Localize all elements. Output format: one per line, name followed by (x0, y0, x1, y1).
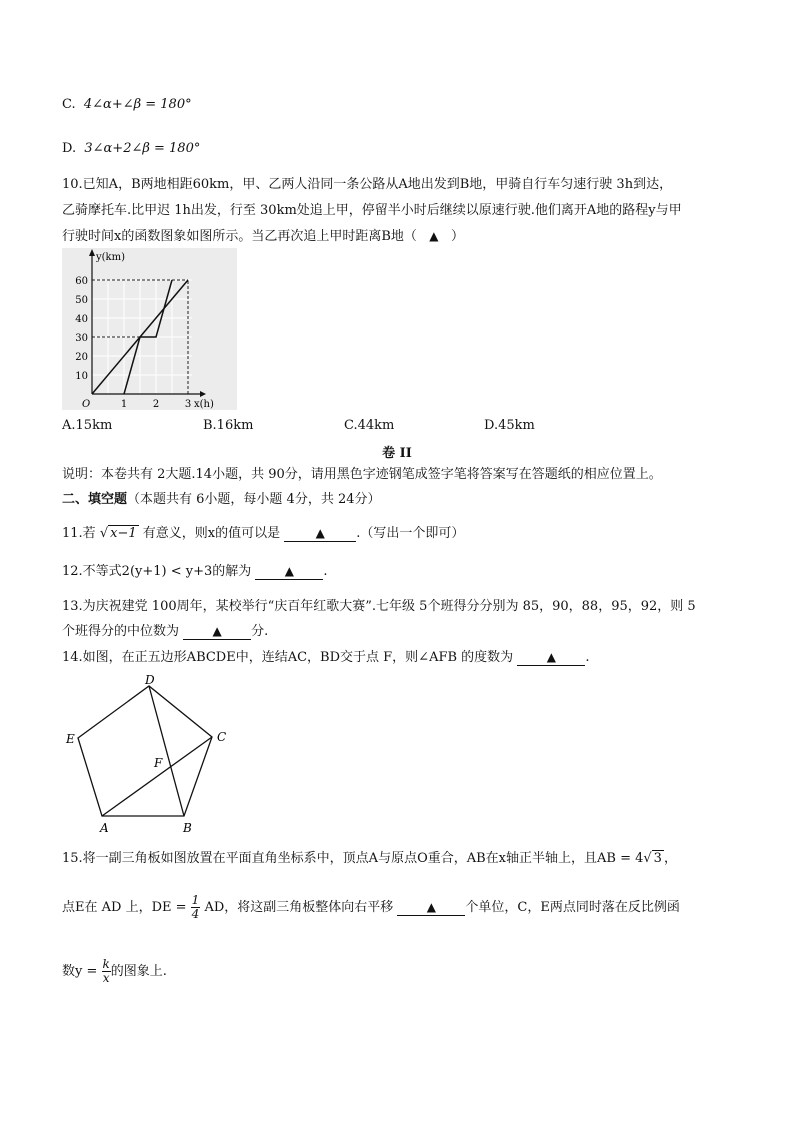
distance-time-graph (62, 248, 237, 410)
q10-line2: 乙骑摩托车.比甲迟 1h出发，行至 30km处追上甲，停留半小时后继续以原速行驶.他们离开A地的路程y与甲 (62, 203, 682, 218)
q13-line2: 个班得分的中位数为 ▲ 分. (62, 624, 269, 639)
graph-background (62, 248, 237, 410)
vertex-label-e: E (66, 732, 75, 746)
fill-blank-heading: 二、填空题（本题共有 6小题，每小题 4分，共 24分） (62, 492, 381, 507)
q13-line1: 13.为庆祝建党 100周年，某校举行“庆百年红歌大赛”.七年级 5个班得分分别为 85，90，88，95，92，则 5 (62, 599, 696, 614)
sqrt-sign: √ (99, 526, 109, 541)
q10-choice-a[interactable]: A.15km (62, 418, 113, 433)
vertex-label-a: A (100, 821, 109, 835)
q12-answer-blank[interactable]: ▲ (255, 564, 323, 580)
y-tick-label: 20 (75, 352, 88, 363)
answer-marker: ▲ (429, 229, 439, 243)
point-label-f: F (154, 756, 163, 770)
sqrt-sign: √ (643, 851, 652, 866)
y-tick-label: 10 (75, 371, 88, 382)
y-tick-label: 50 (75, 295, 88, 306)
q10-line3: 行驶时间x的函数图象如图所示。当乙再次追上甲时距离B地（ ▲ ） (62, 229, 464, 244)
origin-label: O (82, 399, 91, 410)
x-tick-label: 2 (152, 399, 160, 410)
vertex-label-d: D (145, 673, 155, 687)
q11-answer-blank[interactable]: ▲ (284, 526, 356, 542)
fraction-one-quarter: $\frac{1}{4}$ (191, 893, 200, 921)
q14-answer-blank[interactable]: ▲ (517, 650, 585, 666)
q12: 12.不等式2(y+1) < y+3的解为 ▲ . (62, 564, 328, 579)
q10-choice-b[interactable]: B.16km (203, 418, 254, 433)
section-title: 卷 II (382, 446, 412, 461)
fraction-k-over-x: $\frac{k}{x}$ (102, 957, 110, 985)
pentagon-figure (62, 672, 242, 837)
diagonal-ac (102, 737, 212, 816)
y-tick-label: 60 (75, 276, 88, 287)
y-tick-label: 30 (75, 333, 88, 344)
y-axis-label: y(km) (96, 252, 125, 263)
q10-choice-c[interactable]: C.44km (344, 418, 395, 433)
vertex-label-c: C (217, 730, 227, 744)
option-d: D. 3∠α+2∠β = 180° (62, 141, 201, 156)
q15-line2: 点E在 AD 上，DE = $\frac{1}{4}$ AD，将这副三角板整体向右平移 ▲ 个单位，C，E两点同时落在反比例函 (62, 893, 680, 921)
q14: 14.如图，在正五边形ABCDE中，连结AC，BD交于点 F，则∠AFB 的度数为 ▲ . (62, 650, 590, 665)
q13-answer-blank[interactable]: ▲ (183, 624, 251, 640)
option-c: C. 4∠α+∠β = 180° (62, 97, 192, 112)
y-tick-label: 40 (75, 314, 88, 325)
q15-line1: 15.将一副三角板如图放置在平面直角坐标系中，顶点A与原点O重合，AB在x轴正半轴上，且AB = 4√ 3 ， (62, 851, 677, 866)
diagonal-bd (149, 686, 184, 816)
q15-line3: 数y = $\frac{k}{x}$ 的图象上. (62, 957, 167, 985)
x-tick-label: 1 (120, 399, 128, 410)
x-tick-label: 3 (184, 399, 192, 410)
q11: 11.若 √ x−1 有意义，则x的值可以是 ▲ .（写出一个即可） (62, 526, 465, 541)
vertex-label-b: B (183, 821, 192, 835)
q10-choice-d[interactable]: D.45km (484, 418, 535, 433)
q10-line1: 10.已知A，B两地相距60km，甲、乙两人沿同一条公路从A地出发到B地，甲骑自行车匀速行驶 3h到达， (62, 177, 673, 192)
q15-answer-blank[interactable]: ▲ (397, 900, 465, 916)
section-note: 说明：本卷共有 2大题.14小题，共 90分，请用黑色字迹钢笔成签字笔将答案写在答题纸的相应位置上。 (62, 467, 662, 482)
x-axis-label: x(h) (194, 399, 214, 410)
